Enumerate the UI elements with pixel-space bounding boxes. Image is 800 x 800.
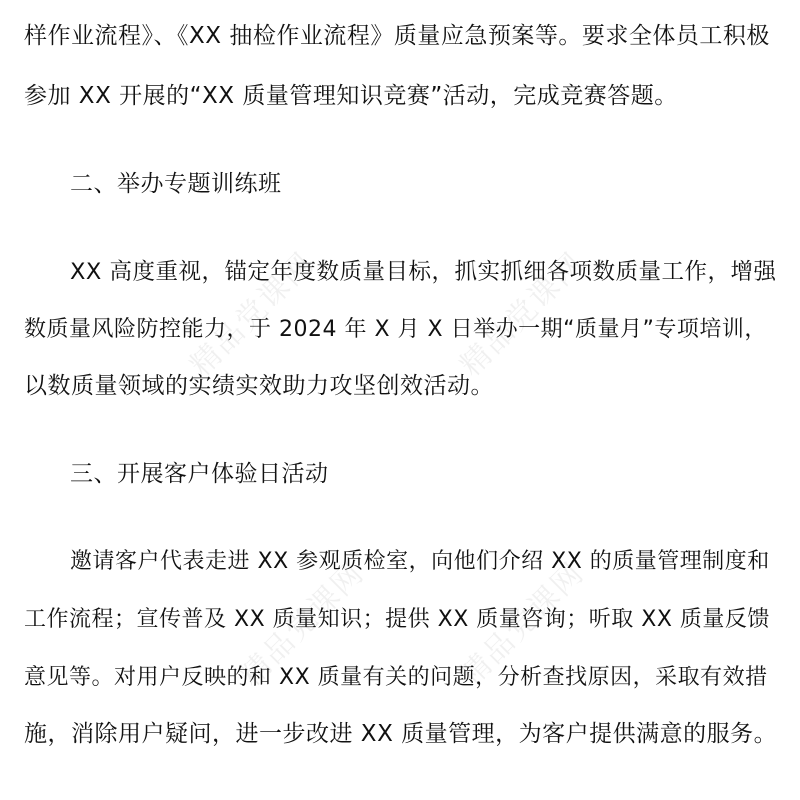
body-text-line: 样作业流程》、《XX 抽检作业流程》质量应急预案等。要求全体员工积极 <box>24 23 770 49</box>
section-heading: 二、举办专题训练班 <box>70 171 282 197</box>
body-text-line: 邀请客户代表走进 XX 参观质检室，向他们介绍 XX 的质量管理制度和 <box>70 549 770 574</box>
watermark: 精品党课网 <box>453 555 592 694</box>
body-text-line: 施，消除用户疑问，进一步改进 XX 质量管理，为客户提供满意的服务。 <box>24 721 778 747</box>
body-text-line: 参加 XX 开展的“XX 质量管理知识竞赛”活动，完成竞赛答题。 <box>24 83 678 109</box>
body-text-line: 工作流程；宣传普及 XX 质量知识；提供 XX 质量咨询；听取 XX 质量反馈 <box>24 607 770 632</box>
watermark: 精品党课网 <box>453 245 592 384</box>
body-text-line: 以数质量领域的实绩实效助力攻坚创效活动。 <box>24 373 494 399</box>
body-text-line: XX 高度重视，锚定年度数质量目标，抓实抓细各项数质量工作，增强 <box>70 259 777 285</box>
watermark: 精品党课网 <box>233 555 372 694</box>
body-text-line: 数质量风险防控能力，于 2024 年 X 月 X 日举办一期“质量月”专项培训， <box>24 317 767 342</box>
watermark: 精品党课网 <box>183 245 322 384</box>
section-heading: 三、开展客户体验日活动 <box>70 461 329 487</box>
body-text-line: 意见等。对用户反映的和 XX 质量有关的问题，分析查找原因，采取有效措 <box>24 665 768 690</box>
